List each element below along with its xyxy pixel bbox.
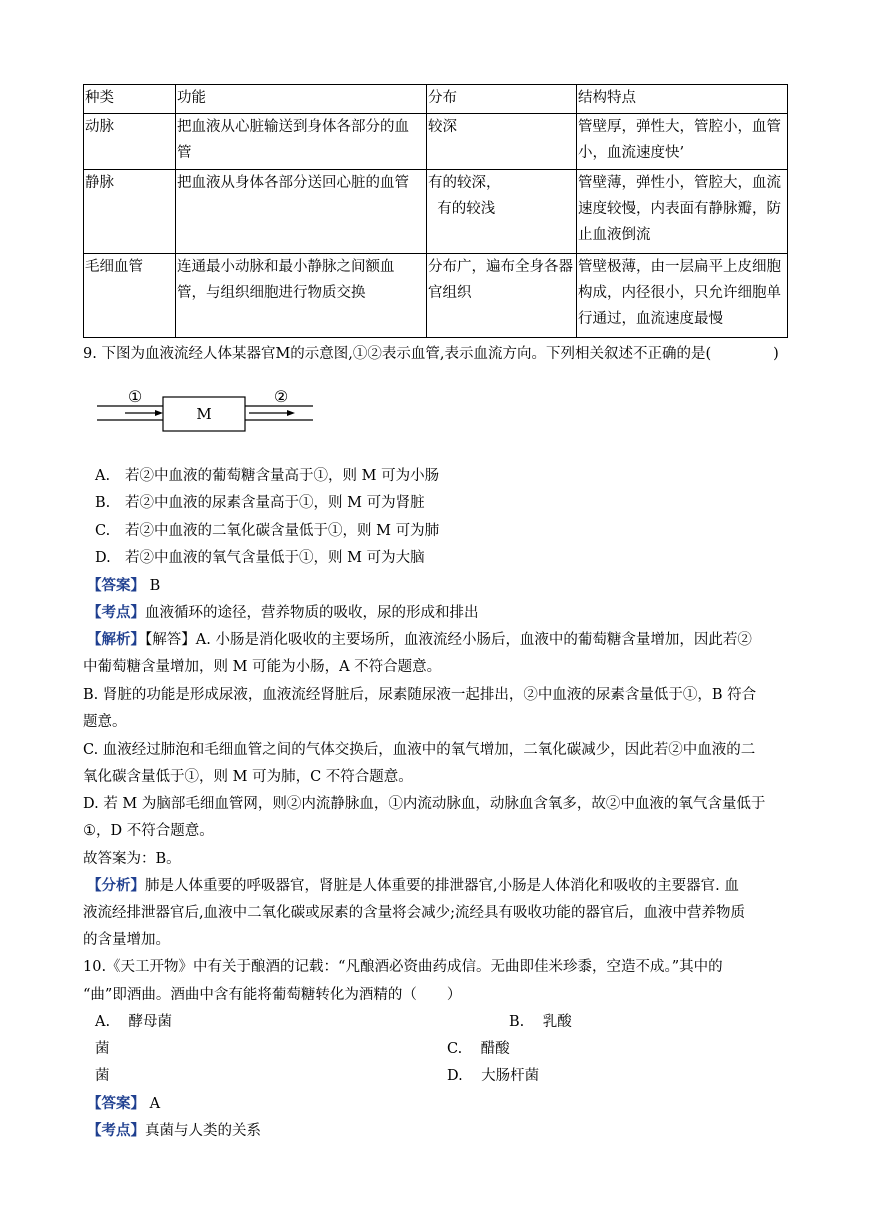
option-text: 若②中血液的氧气含量低于①，则 M 可为大脑: [125, 550, 425, 566]
cell-line: 行通过，血流速度最慢: [578, 311, 723, 327]
cell-structure: [577, 170, 788, 254]
q9-kaodian: [87, 603, 479, 623]
q10-answer: [87, 1094, 160, 1114]
cell-line: 管壁厚，弹性大，管腔小，血管: [578, 119, 781, 135]
jiexi-text: 【解答】A. 小肠是消化吸收的主要场所，血液流经小肠后，血液中的葡萄糖含量增加，因此若②: [145, 632, 752, 648]
cell-structure: [577, 254, 788, 338]
cell-line: 较深: [428, 119, 457, 135]
kaodian-text: 真菌与人类的关系: [145, 1123, 261, 1139]
q9-jiexi-line: 故答案为：B。: [83, 851, 181, 867]
vessel-label-2: ②: [273, 388, 289, 406]
cell-distribution: [427, 254, 577, 338]
cell-function: [176, 170, 427, 254]
header-cell: 结构特点: [577, 85, 788, 114]
option-text: 若②中血液的尿素含量高于①，则 M 可为肾脏: [125, 495, 425, 511]
cell-line: 管壁薄，弹性小，管腔大，血流: [578, 175, 781, 191]
q9-jiexi-line: B. 肾脏的功能是形成尿液，血液流经肾脏后，尿素随尿液一起排出，②中血液的尿素含量低于①，B 符合: [83, 687, 757, 703]
q10-option-d: D. 大肠杆菌: [447, 1068, 540, 1084]
cell-line: 官组织: [428, 285, 472, 301]
table-row: [84, 254, 788, 338]
q9-stem-close: ): [773, 346, 779, 362]
header-cell: 分布: [427, 85, 577, 114]
cell-distribution: [427, 170, 577, 254]
table-row: [84, 114, 788, 170]
option-letter: D.: [95, 550, 111, 566]
answer-value: B: [149, 578, 161, 594]
option-letter: B.: [95, 495, 111, 511]
cell-line: 管: [177, 145, 192, 161]
q9-stem-text: 9. 下图为血液流经人体某器官M的示意图,①②表示血管,表示血流方向。下列相关叙述不正确的是(: [83, 346, 712, 362]
cell-function: [176, 114, 427, 170]
q9-fenxi-line: 的含量增加。: [83, 932, 170, 948]
kaodian-text: 血液循环的途径，营养物质的吸收，尿的形成和排出: [145, 605, 479, 621]
q9-jiexi-line: 中葡萄糖含量增加，则 M 可能为小肠，A 不符合题意。: [83, 659, 442, 675]
cell-line: 把血液从心脏输送到身体各部分的血: [177, 119, 409, 135]
q9-option-d: [95, 548, 425, 568]
q9-option-c: [95, 521, 439, 541]
q9-stem: [83, 344, 779, 364]
flow-arrowhead-left: [155, 410, 163, 416]
q10-option-b-wrap: 菌: [95, 1041, 110, 1057]
cell-line: 管，与组织细胞进行物质交换: [177, 285, 366, 301]
q9-jiexi-line: C. 血液经过肺泡和毛细血管之间的气体交换后，血液中的氧气增加，二氧化碳减少，因此若②中血液的二: [83, 742, 756, 758]
q9-answer: [87, 576, 160, 596]
cell-kind: 动脉: [84, 114, 176, 170]
q9-jiexi-line: D. 若 M 为脑部毛细血管网，则②内流静脉血，①内流动脉血，动脉血含氧多，故②中血液的氧气含量低于: [83, 796, 766, 812]
q9-jiexi-line: [87, 630, 752, 650]
q10-stem-line: [83, 985, 461, 1005]
q10-stem-close: ）: [446, 987, 462, 1003]
q9-option-b: [95, 493, 425, 513]
vessel-label-1: ①: [127, 388, 143, 406]
cell-kind: 毛细血管: [84, 254, 176, 338]
jiexi-tag: 【解析】: [87, 631, 145, 648]
cell-line: 把血液从身体各部分送回心脏的血管: [177, 175, 409, 191]
flow-arrowhead-right: [287, 410, 295, 416]
header-cell: 种类: [84, 85, 176, 114]
q10-kaodian: [87, 1121, 261, 1141]
option-letter: C.: [95, 523, 111, 539]
blood-vessel-table: [83, 84, 788, 338]
q10-stem-text: “曲”即酒曲。酒曲中含有能将葡萄糖转化为酒精的（: [83, 987, 417, 1003]
blood-flow-diagram: [95, 388, 317, 436]
fenxi-text: 肺是人体重要的呼吸器官，肾脏是人体重要的排泄器官,小肠是人体消化和吸收的主要器官. 血: [145, 878, 739, 894]
option-text: 若②中血液的二氧化碳含量低于①，则 M 可为肺: [125, 523, 440, 539]
option-text: 若②中血液的葡萄糖含量高于①，则 M 可为小肠: [125, 468, 440, 484]
cell-distribution: [427, 114, 577, 170]
q9-jiexi-line: ①，D 不符合题意。: [83, 823, 214, 839]
q9-fenxi-line: 液流经排泄器官后,血液中二氧化碳或尿素的含量将会减少;流经具有吸收功能的器官后，血液中营养物质: [83, 905, 745, 921]
q9-option-a: [95, 466, 439, 486]
cell-line: 分布广，遍布全身各器: [428, 259, 573, 275]
option-letter: A.: [95, 468, 111, 484]
q10-stem-line: 10.《天工开物》中有关于酿酒的记载：“凡酿酒必资曲药成信。无曲即佳米珍黍，空造不成。”其中的: [83, 959, 723, 975]
cell-line: 小，血流速度快’: [578, 145, 685, 161]
header-cell: 功能: [176, 85, 427, 114]
answer-tag: 【答案】: [87, 1095, 145, 1112]
cell-structure: [577, 114, 788, 170]
cell-line: 有的较深，: [428, 175, 501, 191]
q10-option-a: A. 酵母菌: [95, 1014, 173, 1030]
q10-option-c-wrap: 菌: [95, 1068, 110, 1084]
q9-fenxi-line: [87, 876, 739, 896]
cell-line: 管壁极薄，由一层扁平上皮细胞: [578, 259, 781, 275]
cell-line: 速度较慢，内表面有静脉瓣，防: [578, 201, 781, 217]
cell-line: 止血液倒流: [578, 227, 651, 243]
organ-m-label: M: [196, 405, 212, 423]
kaodian-tag: 【考点】: [87, 604, 145, 621]
answer-tag: 【答案】: [87, 577, 145, 594]
table-header-row: [84, 85, 788, 114]
q9-jiexi-line: 氧化碳含量低于①，则 M 可为肺，C 不符合题意。: [83, 769, 413, 785]
q10-option-c: C. 醋酸: [447, 1041, 510, 1057]
cell-line: 有的较浅: [428, 201, 496, 217]
cell-function: [176, 254, 427, 338]
answer-value: A: [149, 1096, 161, 1112]
cell-kind: 静脉: [84, 170, 176, 254]
table-row: [84, 170, 788, 254]
kaodian-tag: 【考点】: [87, 1122, 145, 1139]
cell-line: 构成，内径很小，只允许细胞单: [578, 285, 781, 301]
cell-line: 连通最小动脉和最小静脉之间额血: [177, 259, 395, 275]
q9-jiexi-line: 题意。: [83, 714, 127, 730]
fenxi-tag: 【分析】: [87, 877, 145, 894]
q10-option-b: B. 乳酸: [509, 1014, 572, 1030]
